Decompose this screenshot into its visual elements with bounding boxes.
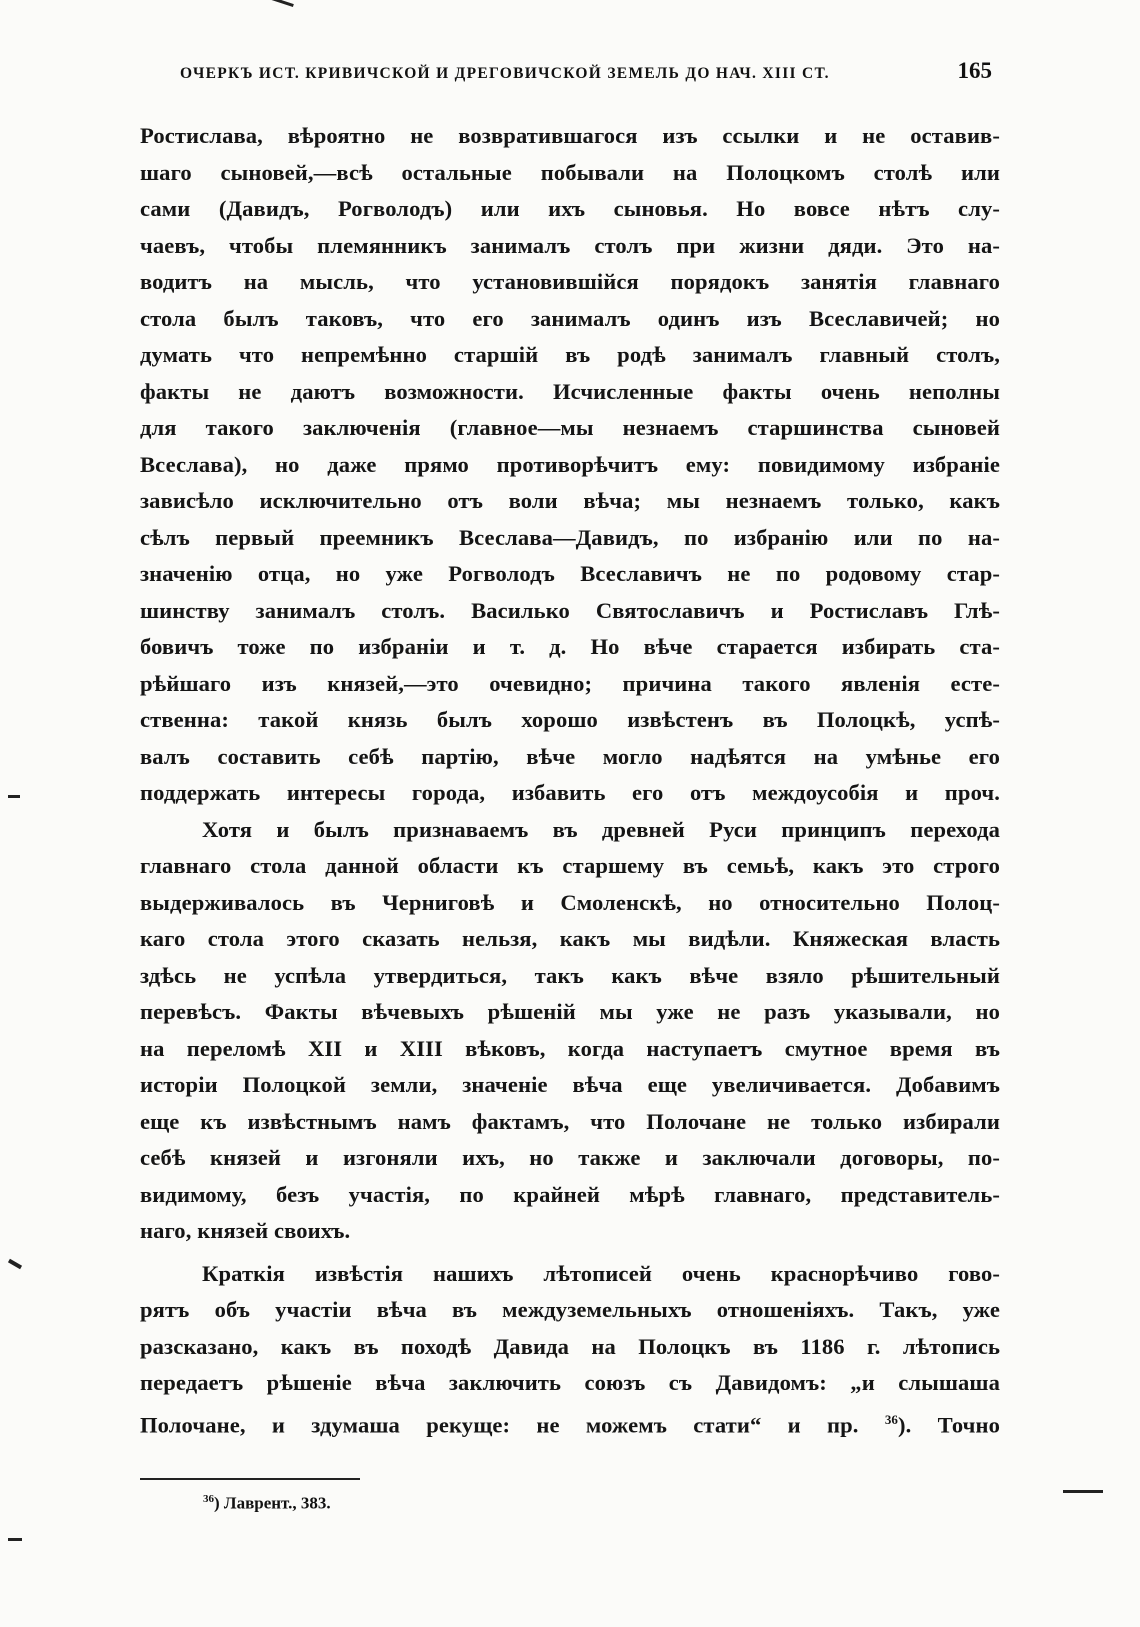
footnote-rule — [140, 1478, 360, 1480]
text-line: на переломѣ XII и XIII вѣковъ, когда наступаетъ смутное время въ — [140, 1035, 1000, 1061]
body-text — [140, 118, 1000, 1438]
text-line: сами (Давидъ, Рогволодъ) или ихъ сыновья. Но вовсе нѣтъ слу- — [140, 196, 1000, 221]
scan-mark — [1063, 1490, 1103, 1493]
paragraph-3 — [140, 1256, 1000, 1439]
text-line: себѣ князей и изгоняли ихъ, но также и заключали договоры, по- — [140, 1145, 1000, 1170]
text-line: рѣйшаго изъ князей,—это очевидно; причина такого явленія есте- — [140, 670, 1000, 696]
text-line: еще къ извѣстнымъ намъ фактамъ, что Полочане не только избирали — [140, 1108, 1000, 1134]
text-line: зависѣло исключительно отъ воли вѣча; мы незнаемъ только, какъ — [140, 488, 1000, 513]
text-line: водитъ на мысль, что установившійся порядокъ занятія главнаго — [140, 269, 1000, 294]
text-line: здѣсь не успѣла утвердиться, такъ какъ вѣче взяло рѣшительный — [140, 962, 1000, 988]
text-line: выдерживалось въ Черниговѣ и Смоленскѣ, но относительно Полоц- — [140, 889, 1000, 915]
text-line: рятъ объ участіи вѣча въ междуземельныхъ отношеніяхъ. Такъ, уже — [140, 1297, 1000, 1322]
scan-mark — [8, 1538, 22, 1541]
text-line: Ростислава, вѣроятно не возвратившагося изъ ссылки и не оставив- — [140, 123, 1000, 148]
running-header — [180, 58, 992, 84]
running-title: ОЧЕРКЪ ИСТ. КРИВИЧСКОЙ И ДРЕГОВИЧСКОЙ ЗЕМЕЛЬ ДО НАЧ. XIII СТ. — [180, 65, 830, 82]
page-number: 165 — [957, 58, 992, 83]
paragraph-2 — [140, 812, 1000, 1250]
text-line-tail: ). Точно — [898, 1412, 1000, 1438]
text-line: шинству занималъ столъ. Василько Святославичъ и Ростиславъ Глѣ- — [140, 597, 1000, 623]
text-line: сѣлъ первый преемникъ Всеслава—Давидъ, по избранію или по на- — [140, 524, 1000, 550]
text-line: Краткія извѣстія нашихъ лѣтописей очень краснорѣчиво гово- — [202, 1260, 1000, 1286]
text-line: передаетъ рѣшеніе вѣча заключить союзъ съ Давидомъ: „и слышаша — [140, 1370, 1000, 1395]
text-line: бовичъ тоже по избраніи и т. д. Но вѣче старается избирать ста- — [140, 634, 1000, 659]
text-line: исторіи Полоцкой земли, значеніе вѣча еще увеличивается. Добавимъ — [140, 1072, 1000, 1097]
text-line: каго стола этого сказать нельзя, какъ мы видѣли. Княжеская власть — [140, 926, 1000, 951]
text-line: Хотя и былъ признаваемъ въ древней Руси принципъ перехода — [202, 816, 1000, 842]
scan-mark — [268, 0, 294, 7]
footnote-text: ) Лаврент., 383. — [214, 1493, 331, 1513]
text-line: видимому, безъ участія, по крайней мѣрѣ главнаго, представитель- — [140, 1181, 1000, 1207]
paragraph-1 — [140, 118, 1000, 812]
text-line: чаевъ, чтобы племянникъ занималъ столъ при жизни дяди. Это на- — [140, 232, 1000, 258]
footnote-ref: 36 — [884, 1411, 899, 1427]
text-line: стола былъ таковъ, что его занималъ одинъ изъ Всеславичей; но — [140, 305, 1000, 331]
text-line: для такого заключенія (главное—мы незнаемъ старшинства сыновей — [140, 415, 1000, 440]
footnote-number: 36 — [203, 1493, 214, 1505]
text-line-main: Полочане, и здумаша рекуще: не можемъ стати“ и пр. — [140, 1412, 885, 1438]
scan-mark — [8, 1259, 22, 1269]
text-line: разсказано, какъ въ походѣ Давида на Полоцкъ въ 1186 г. лѣтопись — [140, 1333, 1000, 1359]
text-line: думать что непремѣнно старшій въ родѣ занималъ главный столъ, — [140, 342, 1000, 367]
text-line: Всеслава), но даже прямо противорѣчитъ ему: повидимому избраніе — [140, 451, 1000, 477]
text-line: главнаго стола данной области къ старшему въ семьѣ, какъ это строго — [140, 853, 1000, 878]
text-line: ственна: такой князь былъ хорошо извѣстенъ въ Полоцкѣ, успѣ- — [140, 707, 1000, 732]
text-line: шаго сыновей,—всѣ остальные побывали на Полоцкомъ столѣ или — [140, 159, 1000, 185]
text-line: значенію отца, но уже Рогволодъ Всеславичъ не по родовому стар- — [140, 561, 1000, 586]
scan-mark — [8, 795, 20, 798]
text-line: поддержать интересы города, избавить его отъ междоусобія и проч. — [140, 780, 1000, 805]
text-line: перевѣсъ. Факты вѣчевыхъ рѣшеній мы уже не разъ указывали, но — [140, 999, 1000, 1024]
text-line: наго, князей своихъ. — [140, 1218, 351, 1243]
text-line — [140, 1402, 1000, 1439]
text-line: факты не даютъ возможности. Исчисленные факты очень неполны — [140, 378, 1000, 404]
text-line: валъ составить себѣ партію, вѣче могло надѣятся на умѣнье его — [140, 743, 1000, 769]
footnote — [203, 1493, 331, 1514]
